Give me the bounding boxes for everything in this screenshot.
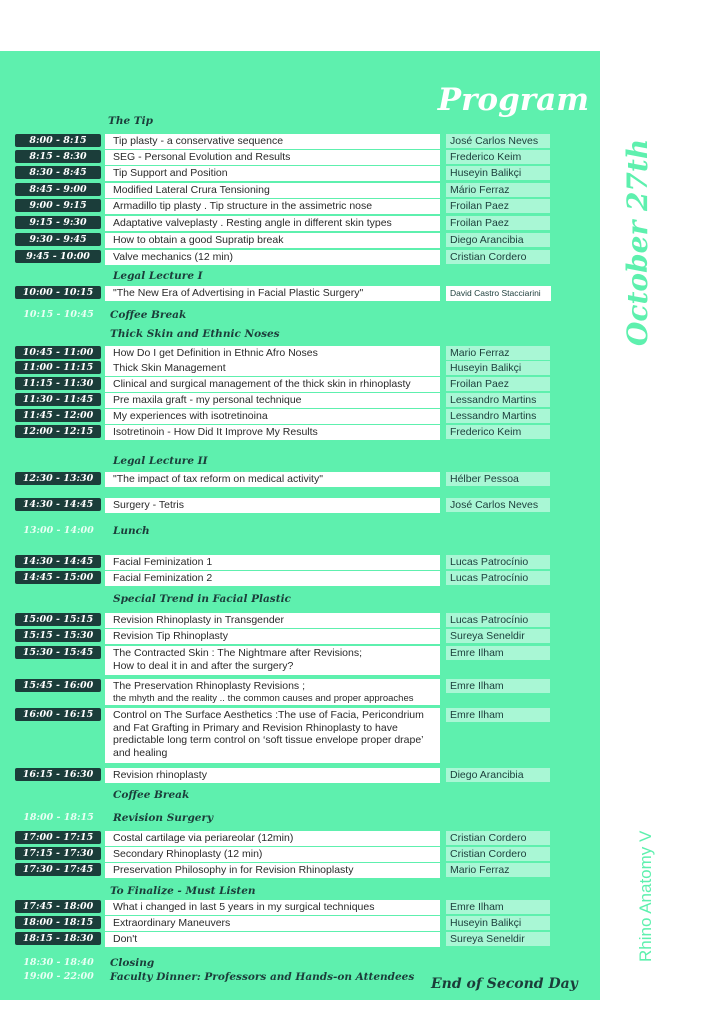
break-time: 18:30 - 18:40 xyxy=(23,957,94,968)
time-slot: 16:00 - 16:15 xyxy=(15,708,101,721)
speaker-name: Huseyin Balikçi xyxy=(446,166,550,180)
speaker-name: José Carlos Neves xyxy=(446,498,550,512)
speaker-name: Diego Arancibia xyxy=(446,768,550,782)
time-slot: 11:00 - 11:15 xyxy=(15,361,101,374)
section-heading: Closing xyxy=(110,957,155,969)
speaker-name: Lessandro Martins xyxy=(446,409,550,423)
talk-title-text: Modified Lateral Crura Tensioning xyxy=(113,184,270,196)
talk-title xyxy=(105,646,440,675)
page-title: Program xyxy=(437,82,589,118)
section-heading: Legal Lecture I xyxy=(113,270,203,282)
talk-title xyxy=(105,377,440,392)
time-slot: 17:00 - 17:15 xyxy=(15,831,101,844)
time-slot: 12:00 - 12:15 xyxy=(15,425,101,438)
break-time: 18:00 - 18:15 xyxy=(23,812,94,823)
talk-title xyxy=(105,199,440,214)
talk-title-text: How to obtain a good Supratip break xyxy=(113,234,284,246)
section-heading: To Finalize - Must Listen xyxy=(110,885,256,897)
time-slot: 12:30 - 13:30 xyxy=(15,472,101,485)
talk-title-text: Tip plasty - a conservative sequence xyxy=(113,135,284,147)
speaker-name: Frederico Keim xyxy=(446,425,550,439)
time-slot: 11:45 - 12:00 xyxy=(15,409,101,422)
talk-title-text: Don't xyxy=(113,933,138,945)
talk-title-text: Control on The Surface Aesthetics :The use of Facia, Pericondrium and Fat Grafting in Primary and Revision Rhinoplasty to have predictable long term control on ‘soft tissue envelope proper drape’ and healing xyxy=(113,709,424,759)
time-slot: 18:15 - 18:30 xyxy=(15,932,101,945)
talk-title xyxy=(105,472,440,487)
time-slot: 17:30 - 17:45 xyxy=(15,863,101,876)
talk-title-text: My experiences with isotretinoina xyxy=(113,410,268,422)
time-slot: 9:30 - 9:45 xyxy=(15,233,101,246)
time-slot: 15:00 - 15:15 xyxy=(15,613,101,626)
time-slot: 15:45 - 16:00 xyxy=(15,679,101,692)
speaker-name: Emre Ilham xyxy=(446,679,550,693)
speaker-name: Cristian Cordero xyxy=(446,831,550,845)
speaker-name: José Carlos Neves xyxy=(446,134,550,148)
time-slot: 9:15 - 9:30 xyxy=(15,216,101,229)
time-slot: 14:30 - 14:45 xyxy=(15,498,101,511)
side-date-label: October 27th xyxy=(621,138,654,346)
talk-title-text: Surgery - Tetris xyxy=(113,499,184,511)
speaker-name: Froilan Paez xyxy=(446,216,550,230)
talk-title xyxy=(105,216,440,231)
time-slot: 8:00 - 8:15 xyxy=(15,134,101,147)
talk-title xyxy=(105,150,440,165)
talk-title-text: Armadillo tip plasty . Tip structure in the assimetric nose xyxy=(113,200,373,212)
talk-title xyxy=(105,629,440,644)
talk-title xyxy=(105,393,440,408)
section-heading: Special Trend in Facial Plastic xyxy=(113,593,291,605)
talk-title-text: SEG - Personal Evolution and Results xyxy=(113,151,291,163)
talk-title xyxy=(105,409,440,424)
speaker-name: Lucas Patrocínio xyxy=(446,613,550,627)
talk-title-text: Facial Feminization 1 xyxy=(113,556,213,568)
time-slot: 18:00 - 18:15 xyxy=(15,916,101,929)
end-of-day-label: End of Second Day xyxy=(431,976,578,992)
talk-title xyxy=(105,346,440,361)
time-slot: 15:30 - 15:45 xyxy=(15,646,101,659)
time-slot: 8:45 - 9:00 xyxy=(15,183,101,196)
side-event-label: Rhino Anatomy V xyxy=(636,830,655,962)
speaker-name: Mário Ferraz xyxy=(446,183,550,197)
break-time: 10:15 - 10:45 xyxy=(23,309,94,320)
talk-title-text: Preservation Philosophy in for Revision Rhinoplasty xyxy=(113,864,354,876)
talk-title xyxy=(105,183,440,198)
talk-title-text: Pre maxila graft - my personal technique xyxy=(113,394,302,406)
talk-title-text: Valve mechanics (12 min) xyxy=(113,251,234,263)
talk-title xyxy=(105,555,440,570)
speaker-name: Mario Ferraz xyxy=(446,346,550,360)
talk-title-text: Facial Feminization 2 xyxy=(113,572,213,584)
talk-title-text: Revision Rhinoplasty in Transgender xyxy=(113,614,285,626)
section-heading: Lunch xyxy=(113,525,150,537)
talk-title xyxy=(105,708,440,763)
talk-title-text: Extraordinary Maneuvers xyxy=(113,917,231,929)
speaker-name: Sureya Seneldir xyxy=(446,932,550,946)
section-heading: The Tip xyxy=(108,115,153,127)
talk-title xyxy=(105,916,440,931)
speaker-name: Emre Ilham xyxy=(446,900,550,914)
break-time: 13:00 - 14:00 xyxy=(23,525,94,536)
talk-title xyxy=(105,613,440,628)
talk-title xyxy=(105,571,440,586)
talk-title-text: What i changed in last 5 years in my surgical techniques xyxy=(113,901,375,913)
talk-title-text: Revision rhinoplasty xyxy=(113,769,207,781)
talk-title-text: Revision Tip Rhinoplasty xyxy=(113,630,228,642)
talk-subtitle-text: the mhyth and the reality .. the common causes and proper approaches xyxy=(113,692,414,704)
talk-title-text: "The New Era of Advertising in Facial Plastic Surgery" xyxy=(113,287,364,299)
speaker-name: Froilan Paez xyxy=(446,377,550,391)
speaker-name: Frederico Keim xyxy=(446,150,550,164)
time-slot: 16:15 - 16:30 xyxy=(15,768,101,781)
time-slot: 9:00 - 9:15 xyxy=(15,199,101,212)
speaker-name: Diego Arancibia xyxy=(446,233,550,247)
time-slot: 17:45 - 18:00 xyxy=(15,900,101,913)
talk-title xyxy=(105,679,440,705)
talk-title-text: The Contracted Skin : The Nightmare after Revisions; How to deal it in and after the surgery? xyxy=(113,647,363,672)
time-slot: 17:15 - 17:30 xyxy=(15,847,101,860)
talk-title xyxy=(105,286,440,301)
talk-title xyxy=(105,166,440,181)
speaker-name: Emre Ilham xyxy=(446,708,550,722)
time-slot: 8:15 - 8:30 xyxy=(15,150,101,163)
section-heading: Coffee Break xyxy=(110,309,187,321)
section-heading: Coffee Break xyxy=(113,789,190,801)
talk-title-text: Isotretinoin - How Did It Improve My Results xyxy=(113,426,318,438)
talk-title-text: The Preservation Rhinoplasty Revisions ; xyxy=(113,680,306,692)
speaker-name: Cristian Cordero xyxy=(446,250,550,264)
speaker-name: David Castro Stacciarini xyxy=(446,286,551,301)
time-slot: 11:30 - 11:45 xyxy=(15,393,101,406)
speaker-name: Lessandro Martins xyxy=(446,393,550,407)
talk-title-text: Tip Support and Position xyxy=(113,167,228,179)
speaker-name: Cristian Cordero xyxy=(446,847,550,861)
speaker-name: Hélber Pessoa xyxy=(446,472,550,486)
time-slot: 15:15 - 15:30 xyxy=(15,629,101,642)
talk-title xyxy=(105,768,440,783)
talk-title-text: Adaptative valveplasty . Resting angle in different skin types xyxy=(113,217,392,229)
speaker-name: Huseyin Balikçi xyxy=(446,361,550,375)
talk-title xyxy=(105,900,440,915)
time-slot: 14:30 - 14:45 xyxy=(15,555,101,568)
talk-title xyxy=(105,134,440,149)
speaker-name: Sureya Seneldir xyxy=(446,629,550,643)
talk-title xyxy=(105,863,440,878)
talk-title xyxy=(105,361,440,376)
section-heading: Revision Surgery xyxy=(113,812,214,824)
speaker-name: Emre Ilham xyxy=(446,646,550,660)
time-slot: 10:00 - 10:15 xyxy=(15,286,101,299)
talk-title-text: "The impact of tax reform on medical activity" xyxy=(113,473,323,485)
talk-title xyxy=(105,847,440,862)
speaker-name: Lucas Patrocínio xyxy=(446,555,550,569)
talk-title-text: Costal cartilage via periareolar (12min) xyxy=(113,832,294,844)
speaker-name: Mario Ferraz xyxy=(446,863,550,877)
break-time: 19:00 - 22:00 xyxy=(23,971,94,982)
talk-title xyxy=(105,932,440,947)
time-slot: 11:15 - 11:30 xyxy=(15,377,101,390)
talk-title-text: How Do I get Definition in Ethnic Afro Noses xyxy=(113,347,318,359)
talk-title-text: Secondary Rhinoplasty (12 min) xyxy=(113,848,263,860)
time-slot: 14:45 - 15:00 xyxy=(15,571,101,584)
talk-title xyxy=(105,250,440,265)
speaker-name: Huseyin Balikçi xyxy=(446,916,550,930)
section-heading: Faculty Dinner: Professors and Hands-on Attendees xyxy=(110,971,415,983)
talk-title xyxy=(105,233,440,248)
section-heading: Legal Lecture II xyxy=(113,455,208,467)
section-heading: Thick Skin and Ethnic Noses xyxy=(110,328,280,340)
talk-title-text: Thick Skin Management xyxy=(113,362,226,374)
speaker-name: Froilan Paez xyxy=(446,199,550,213)
time-slot: 10:45 - 11:00 xyxy=(15,346,101,359)
time-slot: 9:45 - 10:00 xyxy=(15,250,101,263)
speaker-name: Lucas Patrocínio xyxy=(446,571,550,585)
talk-title-text: Clinical and surgical management of the thick skin in rhinoplasty xyxy=(113,378,411,390)
time-slot: 8:30 - 8:45 xyxy=(15,166,101,179)
talk-title xyxy=(105,498,440,513)
talk-title xyxy=(105,425,440,440)
talk-title xyxy=(105,831,440,846)
